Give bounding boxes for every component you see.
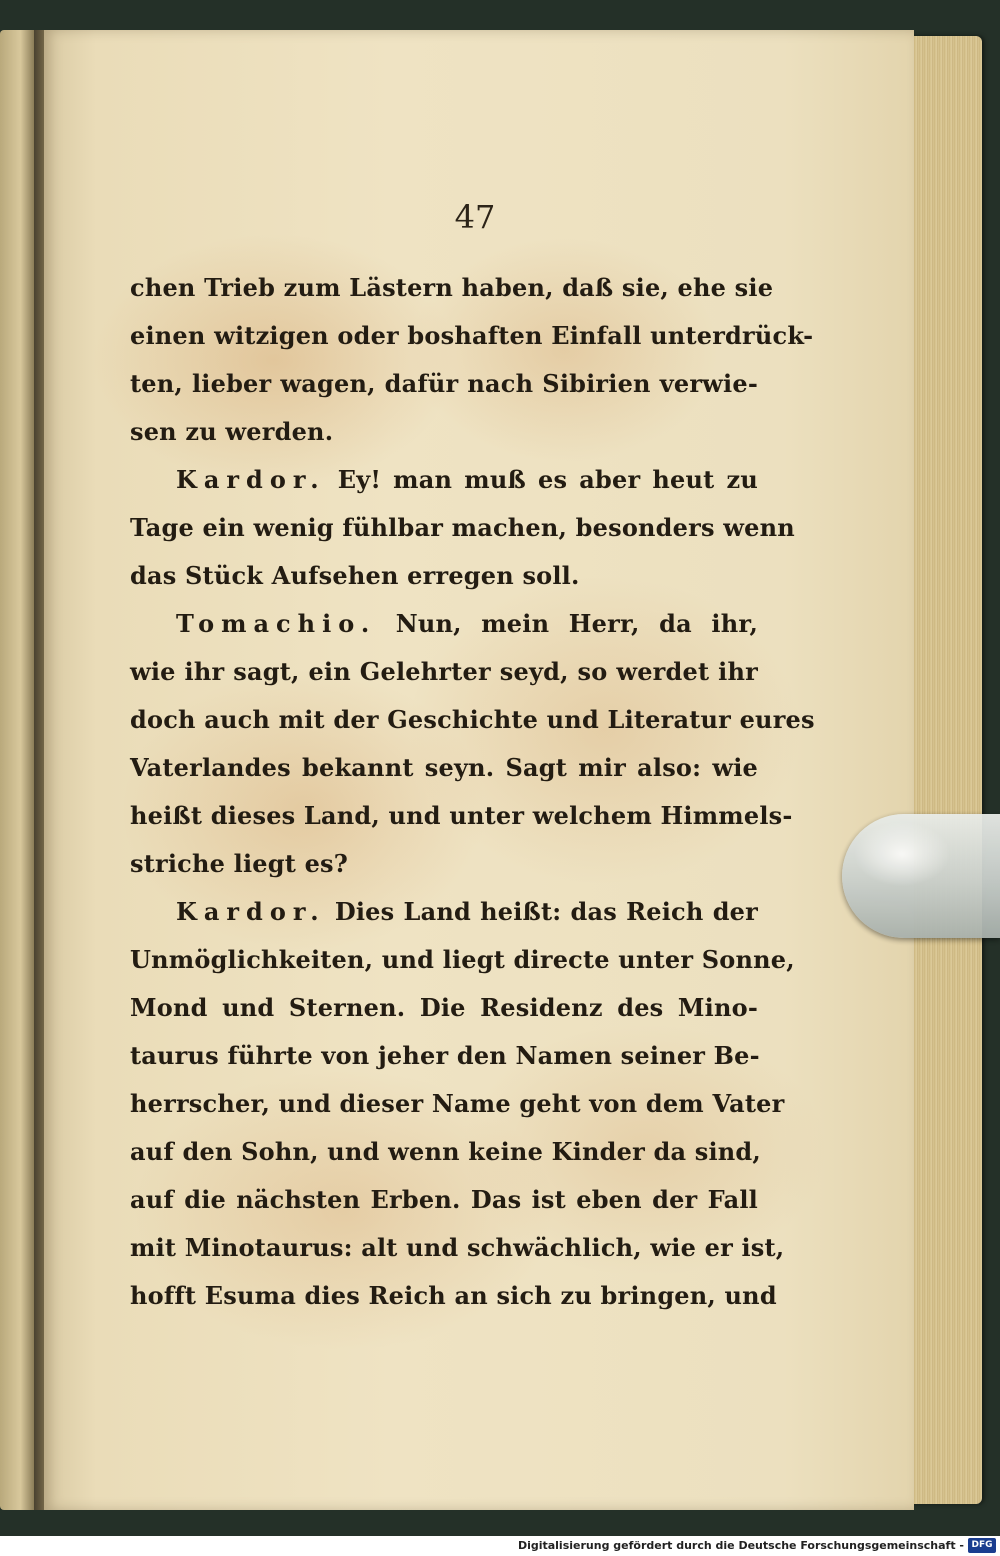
- text-line: Tage ein wenig fühlbar machen, besonders wenn: [130, 513, 795, 542]
- speaker-line: [130, 888, 758, 936]
- text-line: sen zu werden.: [130, 417, 334, 446]
- text-line: wie ihr sagt, ein Gelehrter seyd, so werdet ihr: [130, 657, 758, 686]
- speaker-line: [130, 456, 758, 504]
- speaker-line: [130, 600, 758, 648]
- text-line: heißt dieses Land, und unter welchem Himmels-: [130, 801, 793, 830]
- page-stack-edge: [908, 36, 982, 1504]
- page-text: [130, 264, 815, 1320]
- speaker-text: Ey! man muß es aber heut zu: [325, 465, 758, 494]
- text-line: auf die nächsten Erben. Das ist eben der Fall: [130, 1185, 758, 1214]
- speaker-text: Nun, mein Herr, da ihr,: [376, 609, 758, 638]
- text-line: Vaterlandes bekannt seyn. Sagt mir also: wie: [130, 753, 758, 782]
- speaker-name: Tomachio.: [176, 609, 377, 638]
- text-line: ten, lieber wagen, dafür nach Sibirien verwie-: [130, 369, 758, 398]
- text-line: Mond und Sternen. Die Residenz des Mino-: [130, 993, 758, 1022]
- text-line: mit Minotaurus: alt und schwächlich, wie er ist,: [130, 1233, 785, 1262]
- text-line: Unmöglichkeiten, und liegt directe unter Sonne,: [130, 945, 795, 974]
- text-line: herrscher, und dieser Name geht von dem Vater: [130, 1089, 785, 1118]
- text-line: hofft Esuma dies Reich an sich zu bringen, und: [130, 1281, 777, 1310]
- digitization-footer: [0, 1536, 1000, 1556]
- text-line: einen witzigen oder boshaften Einfall unterdrück-: [130, 321, 814, 350]
- text-line: taurus führte von jeher den Namen seiner Be-: [130, 1041, 760, 1070]
- dfg-logo-icon: DFG: [968, 1538, 996, 1553]
- text-line: chen Trieb zum Lästern haben, daß sie, ehe sie: [130, 273, 774, 302]
- footer-credit: Digitalisierung gefördert durch die Deutsche Forschungsgemeinschaft -: [517, 1539, 964, 1552]
- text-line: das Stück Aufsehen erregen soll.: [130, 561, 580, 590]
- glass-page-weight: [842, 814, 1000, 938]
- speaker-text: Dies Land heißt: das Reich der: [325, 897, 758, 926]
- left-page-edge: [0, 30, 34, 1510]
- text-line: auf den Sohn, und wenn keine Kinder da sind,: [130, 1137, 761, 1166]
- page-number: 47: [454, 198, 496, 236]
- text-line: striche liegt es?: [130, 849, 349, 878]
- text-line: doch auch mit der Geschichte und Literatur eures: [130, 705, 815, 734]
- speaker-name: Kardor.: [176, 897, 326, 926]
- book-page: [44, 30, 914, 1510]
- speaker-name: Kardor.: [176, 465, 326, 494]
